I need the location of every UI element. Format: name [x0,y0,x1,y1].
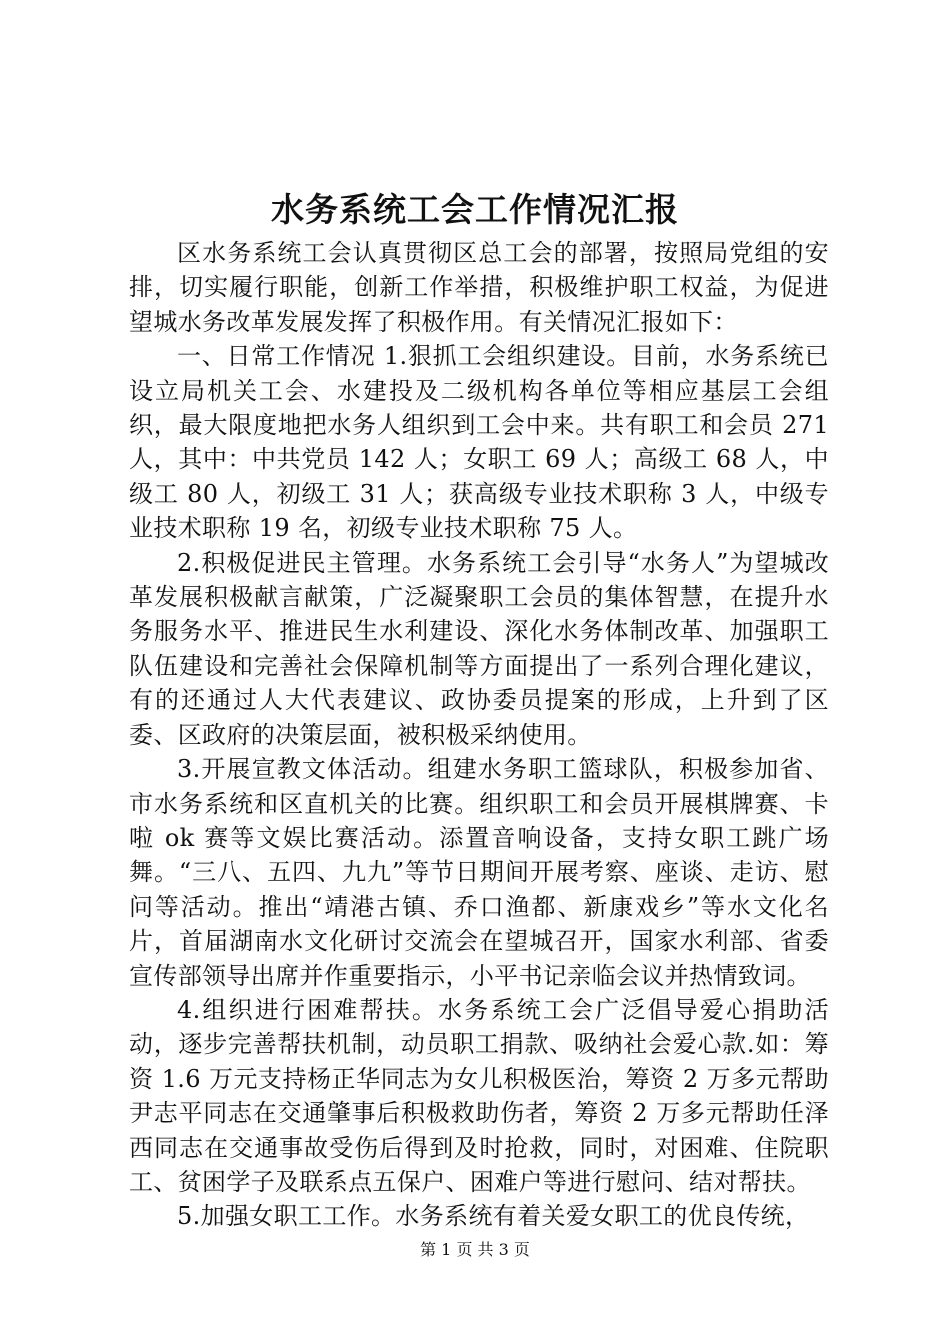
document-title: 水务系统工会工作情况汇报 [271,190,679,229]
paragraph-section-4: 4.组织进行困难帮扶。水务系统工会广泛倡导爱心捐助活动，逐步完善帮扶机制，动员职工捐款、吸纳社会爱心款.如：筹资 1.6 万元支持杨正华同志为女儿积极医治，筹资 2 万多元帮助尹志平同志在交通肇事后积极救助伤者，筹资 2 万多元帮助任泽西同志在交通事故受伤后得到及时抢救，同时，对困难、住院职工、贫困学子及联系点五保户、困难户等进行慰问、结对帮扶。 [129,995,829,1196]
paragraph-section-3: 3.开展宣教文体活动。组建水务职工篮球队，积极参加省、市水务系统和区直机关的比赛。组织职工和会员开展棋牌赛、卡啦 ok 赛等文娱比赛活动。添置音响设备，支持女职工跳广场舞。“三八、五四、九九”等节日期间开展考察、座谈、走访、慰问等活动。推出“靖港古镇、乔口渔都、新康戏乡”等水文化名片，首届湖南水文化研讨交流会在望城召开，国家水利部、省委宣传部领导出席并作重要指示，小平书记亲临会议并热情致词。 [129,755,829,990]
page-footer: 第 1 页 共 3 页 [420,1240,530,1259]
document-body [129,236,829,1234]
paragraph-section-2: 2.积极促进民主管理。水务系统工会引导“水务人”为望城改革发展积极献言献策，广泛凝聚职工会员的集体智慧，在提升水务服务水平、推进民生水利建设、深化水务体制改革、加强职工队伍建设和完善社会保障机制等方面提出了一系列合理化建议，有的还通过人大代表建议、政协委员提案的形成，上升到了区委、区政府的决策层面，被积极采纳使用。 [129,548,829,749]
paragraph-intro: 区水务系统工会认真贯彻区总工会的部署，按照局党组的安排，切实履行职能，创新工作举措，积极维护职工权益，为促进望城水务改革发展发挥了积极作用。有关情况汇报如下： [129,239,829,336]
paragraph-section-1: 一、日常工作情况 1.狠抓工会组织建设。目前，水务系统已设立局机关工会、水建投及二级机构各单位等相应基层工会组织，最大限度地把水务人组织到工会中来。共有职工和会员 271 人，其中：中共党员 142 人；女职工 69 人；高级工 68 人，中级工 80 人，初级工 31 人；获高级专业技术职称 3 人，中级专业技术职称 19 名，初级专业技术职称 75 人。 [129,342,829,543]
paragraph-section-5: 5.加强女职工工作。水务系统有着关爱女职工的优良传统， [177,1202,810,1231]
